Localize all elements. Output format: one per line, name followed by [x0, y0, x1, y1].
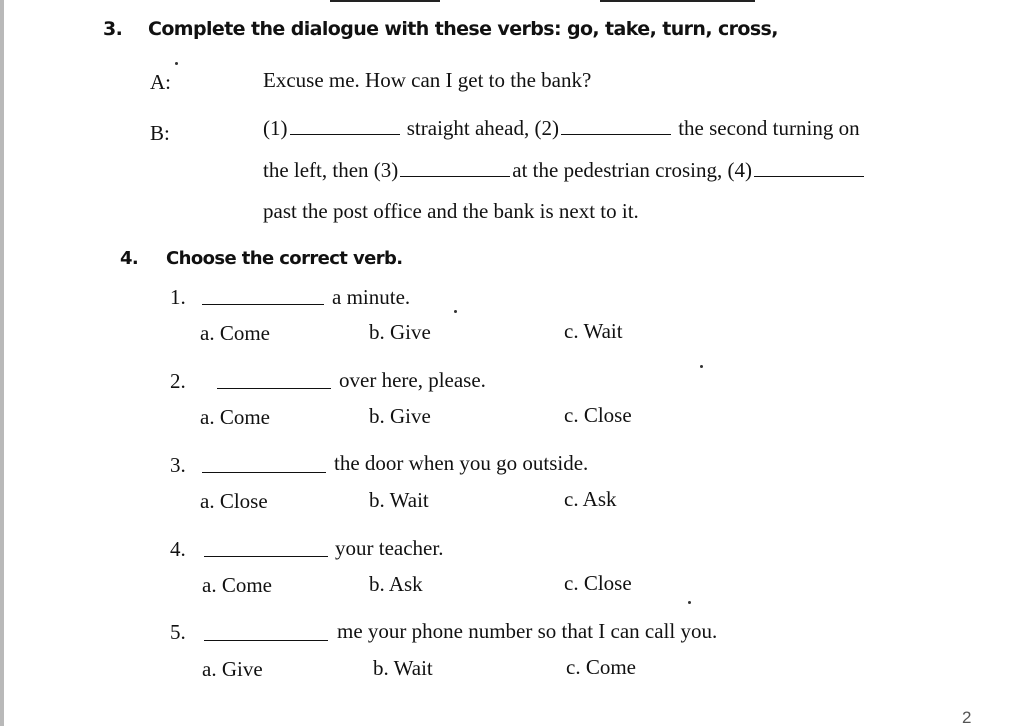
- speaker-b-label: B:: [150, 121, 170, 145]
- question-5-text: me your phone number so that I can call you.: [337, 619, 718, 643]
- question-1-blank[interactable]: [202, 304, 324, 305]
- page-left-edge: [0, 0, 4, 726]
- scan-speck: [454, 310, 457, 313]
- question-3-blank[interactable]: [202, 472, 326, 473]
- exercise-4-instruction: Choose the correct verb.: [166, 248, 403, 269]
- top-rule-left: [330, 0, 440, 2]
- exercise-3-number: 3.: [103, 18, 123, 40]
- exercise-4-number: 4.: [120, 248, 139, 269]
- b-text-4: at the pedestrian crosing, (4): [512, 158, 752, 182]
- question-5-blank[interactable]: [204, 640, 328, 641]
- speaker-b-line-3: past the post office and the bank is next to it.: [263, 199, 639, 223]
- question-3-option-c[interactable]: c. Ask: [564, 487, 617, 511]
- blank-2[interactable]: [561, 133, 671, 135]
- question-3-number: 3.: [170, 453, 186, 477]
- page-number: 2: [962, 708, 972, 726]
- question-1-option-b[interactable]: b. Give: [369, 320, 431, 344]
- blank-1-label: (1): [263, 116, 288, 140]
- question-3-text: the door when you go outside.: [334, 451, 589, 475]
- question-4-option-a[interactable]: a. Come: [202, 573, 272, 597]
- speaker-a-line: Excuse me. How can I get to the bank?: [263, 68, 592, 92]
- question-1-option-c[interactable]: c. Wait: [564, 319, 623, 343]
- question-1-text: a minute.: [332, 285, 411, 309]
- exercise-3-instruction: Complete the dialogue with these verbs: go, take, turn, cross,: [148, 18, 778, 40]
- question-5-option-a[interactable]: a. Give: [202, 657, 263, 681]
- b-text-3: the left, then (3): [263, 158, 399, 182]
- question-4-text: your teacher.: [335, 536, 444, 560]
- speaker-b-line-2: [263, 158, 866, 183]
- blank-1[interactable]: [290, 133, 400, 135]
- question-2-blank[interactable]: [217, 388, 331, 389]
- blank-3[interactable]: [400, 175, 510, 177]
- question-4-number: 4.: [170, 537, 186, 561]
- question-2-text: over here, please.: [339, 368, 486, 392]
- question-2-number: 2.: [170, 369, 186, 393]
- question-5-option-c[interactable]: c. Come: [566, 655, 636, 679]
- question-4-option-c[interactable]: c. Close: [564, 571, 632, 595]
- b-text-2: the second turning on: [678, 116, 860, 140]
- speaker-b-line-1: [263, 116, 860, 141]
- question-4-blank[interactable]: [204, 556, 328, 557]
- question-5-number: 5.: [170, 620, 186, 644]
- question-1-number: 1.: [170, 285, 186, 309]
- question-2-option-a[interactable]: a. Come: [200, 405, 270, 429]
- question-1-option-a[interactable]: a. Come: [200, 321, 270, 345]
- speaker-a-label: A:: [150, 70, 171, 94]
- top-rule-right: [600, 0, 755, 2]
- question-4-option-b[interactable]: b. Ask: [369, 572, 423, 596]
- question-2-option-c[interactable]: c. Close: [564, 403, 632, 427]
- scan-speck: [175, 62, 178, 65]
- question-3-option-b[interactable]: b. Wait: [369, 488, 429, 512]
- question-3-option-a[interactable]: a. Close: [200, 489, 268, 513]
- scan-speck: [688, 601, 691, 604]
- scan-speck: [700, 365, 703, 368]
- question-5-option-b[interactable]: b. Wait: [373, 656, 433, 680]
- b-text-1: straight ahead, (2): [406, 116, 559, 140]
- question-2-option-b[interactable]: b. Give: [369, 404, 431, 428]
- blank-4[interactable]: [754, 175, 864, 177]
